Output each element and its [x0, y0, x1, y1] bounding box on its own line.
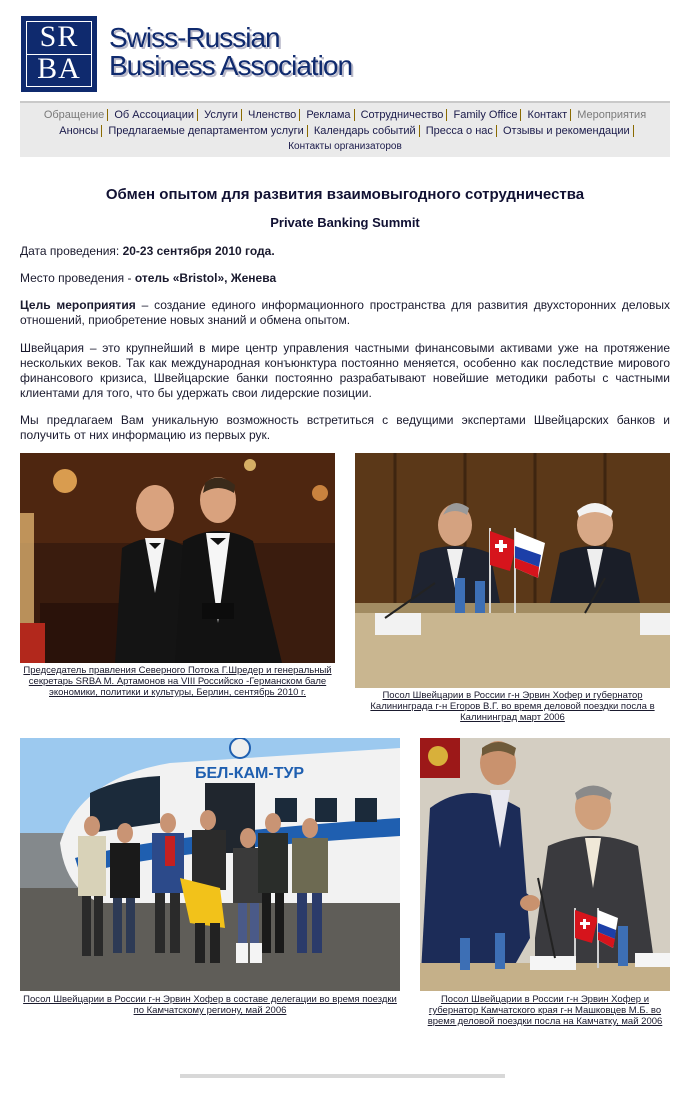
event-date-label: Дата проведения: [20, 244, 123, 258]
nav-item-department-services[interactable]: Предлагаемые департаментом услуги [105, 125, 307, 137]
nav-item-organizer-contacts[interactable]: Контакты организаторов [288, 141, 402, 152]
nav-item-family-office[interactable]: Family Office [450, 109, 521, 121]
nav-item-appeal[interactable]: Обращение [41, 109, 108, 121]
helicopter-text: БЕЛ-КАМ-ТУР [195, 765, 305, 782]
nav-item-services[interactable]: Услуги [201, 109, 242, 121]
nav-item-announcements[interactable]: Анонсы [56, 125, 102, 137]
photo-evening-reception[interactable] [20, 453, 335, 663]
nav-item-calendar[interactable]: Календарь событий [311, 125, 420, 137]
nav-item-contact[interactable]: Контакт [525, 109, 572, 121]
event-place [20, 271, 670, 286]
nav-item-events[interactable]: Мероприятия [577, 109, 647, 121]
page-title: Обмен опытом для развития взаимовыгодного сотрудничества [105, 186, 585, 203]
nav-row-secondary [20, 123, 670, 139]
paragraph-offer: Мы предлагаем Вам уникальную возможность встретиться с ведущими экспертами Швейцарских банков и получить от них информацию из первых рук. [20, 413, 670, 442]
event-goal [20, 298, 670, 328]
logo-wordmark [109, 24, 352, 80]
footer-divider [180, 1074, 505, 1078]
site-logo[interactable] [21, 16, 381, 96]
nav-item-press[interactable]: Пресса о нас [423, 125, 497, 137]
event-place-value: отель «Bristol», Женева [134, 271, 277, 285]
nav-item-reviews[interactable]: Отзывы и рекомендации [500, 125, 634, 137]
logo-mark-line2: BA [37, 52, 81, 85]
event-place-label: Место проведения - [20, 271, 135, 285]
event-goal-text: – создание единого информационного пространства для развития двухсторонних деловых отношений, приобретение новых знаний и обмена опытом. [20, 298, 670, 327]
event-date [20, 244, 670, 259]
nav-item-advertising[interactable]: Реклама [303, 109, 354, 121]
logo-name-line1: Swiss-Russian [109, 22, 280, 53]
main-navigation [20, 101, 670, 157]
photo-helicopter-group[interactable] [20, 738, 400, 991]
photo-caption-handshake[interactable]: Посол Швейцарии в России г-н Эрвин Хофер и губернатор Камчатского края г-н Машковцев М.Б. во время деловой поездки посла на Камчатку, май 2006 [427, 994, 663, 1027]
paragraph-switzerland: Швейцария – это крупнейший в мире центр управления частными финансовыми активами уже на протяжение нескольких веков. Так как международная конъюнктура постоянно меняется, особенно как последствие мирового финансового кризиса, Швейцарские банки постоянно разрабатывают новейшие методики работы с частными клиентами для того, что бы удержать свои лидерские позиции. [20, 341, 670, 400]
page-subtitle: Private Banking Summit [270, 215, 420, 230]
nav-row-tertiary [20, 139, 670, 155]
photo-caption-helicopter[interactable]: Посол Швейцарии в России г-н Эрвин Хофер в составе делегации во время поездки по Камчатскому региону, май 2006 [23, 994, 397, 1016]
nav-item-about[interactable]: Об Ассоциации [111, 109, 198, 121]
logo-mark-line1: SR [39, 20, 79, 53]
logo-mark [21, 16, 97, 92]
photo-conference-table[interactable] [355, 453, 670, 688]
photo-caption-reception[interactable]: Председатель правления Северного Потока Г.Шредер и генеральный секретарь SRBA М. Артамонов на VIII Российско -Германском бале экономики, политики и культуры, Берлин, сентябрь 2010 г. [23, 665, 332, 698]
event-date-value: 20-23 сентября 2010 года. [122, 244, 275, 258]
logo-name-line2: Business Association [109, 50, 353, 81]
photo-handshake[interactable] [420, 738, 670, 991]
event-goal-label: Цель мероприятия [20, 298, 136, 312]
nav-row-primary [20, 107, 670, 123]
photo-caption-conference[interactable]: Посол Швейцарии в России г-н Эрвин Хофер и губернатор Калининграда г-н Егоров В.Г. во время деловой поездки посла в Калининград март 2006 [370, 690, 655, 723]
nav-item-cooperation[interactable]: Сотрудничество [358, 109, 448, 121]
nav-item-membership[interactable]: Членство [245, 109, 300, 121]
